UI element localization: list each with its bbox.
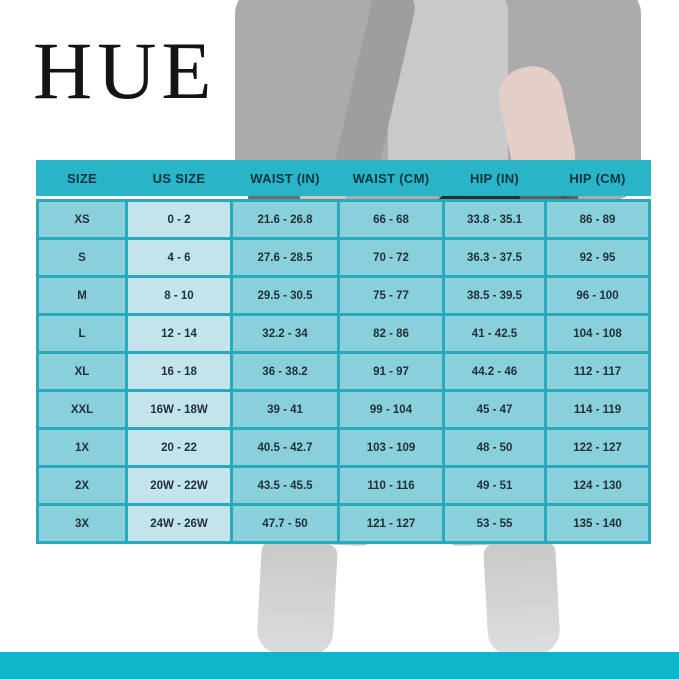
size-value-cell: 16W - 18W xyxy=(128,392,230,427)
size-value-cell: 4 - 6 xyxy=(128,240,230,275)
photo-right-calf xyxy=(483,541,561,657)
size-value-cell: 12 - 14 xyxy=(128,316,230,351)
size-value-cell: 16 - 18 xyxy=(128,354,230,389)
size-value-cell: 41 - 42.5 xyxy=(445,316,544,351)
size-value-cell: 82 - 86 xyxy=(340,316,442,351)
size-value-cell: 43.5 - 45.5 xyxy=(233,468,337,503)
size-label-cell: XS xyxy=(39,202,125,237)
size-value-cell: 20 - 22 xyxy=(128,430,230,465)
size-chart-table xyxy=(36,160,651,544)
size-value-cell: 36.3 - 37.5 xyxy=(445,240,544,275)
size-value-cell: 124 - 130 xyxy=(547,468,648,503)
size-value-cell: 49 - 51 xyxy=(445,468,544,503)
size-value-cell: 135 - 140 xyxy=(547,506,648,541)
size-value-cell: 91 - 97 xyxy=(340,354,442,389)
size-value-cell: 92 - 95 xyxy=(547,240,648,275)
size-value-cell: 40.5 - 42.7 xyxy=(233,430,337,465)
size-label-cell: 3X xyxy=(39,506,125,541)
photo-left-calf xyxy=(256,541,338,657)
size-label-cell: 2X xyxy=(39,468,125,503)
column-header-0: SIZE xyxy=(66,170,98,186)
column-header-5: HIP (CM) xyxy=(569,170,626,186)
size-value-cell: 29.5 - 30.5 xyxy=(233,278,337,313)
size-value-cell: 75 - 77 xyxy=(340,278,442,313)
size-value-cell: 33.8 - 35.1 xyxy=(445,202,544,237)
size-value-cell: 96 - 100 xyxy=(547,278,648,313)
column-header-4: HIP (IN) xyxy=(469,170,520,186)
size-label-cell: S xyxy=(39,240,125,275)
size-value-cell: 21.6 - 26.8 xyxy=(233,202,337,237)
size-value-cell: 27.6 - 28.5 xyxy=(233,240,337,275)
size-value-cell: 122 - 127 xyxy=(547,430,648,465)
size-label-cell: XXL xyxy=(39,392,125,427)
size-value-cell: 44.2 - 46 xyxy=(445,354,544,389)
size-value-cell: 32.2 - 34 xyxy=(233,316,337,351)
size-value-cell: 104 - 108 xyxy=(547,316,648,351)
size-value-cell: 38.5 - 39.5 xyxy=(445,278,544,313)
size-value-cell: 112 - 117 xyxy=(547,354,648,389)
size-value-cell: 0 - 2 xyxy=(128,202,230,237)
table-body xyxy=(36,199,651,544)
size-value-cell: 8 - 10 xyxy=(128,278,230,313)
column-header-3: WAIST (CM) xyxy=(352,170,430,186)
size-label-cell: L xyxy=(39,316,125,351)
size-label-cell: M xyxy=(39,278,125,313)
size-value-cell: 48 - 50 xyxy=(445,430,544,465)
brand-logo: HUE xyxy=(33,25,217,116)
size-value-cell: 36 - 38.2 xyxy=(233,354,337,389)
size-value-cell: 121 - 127 xyxy=(340,506,442,541)
size-value-cell: 47.7 - 50 xyxy=(233,506,337,541)
size-value-cell: 86 - 89 xyxy=(547,202,648,237)
size-label-cell: XL xyxy=(39,354,125,389)
size-value-cell: 53 - 55 xyxy=(445,506,544,541)
bottom-accent-bar xyxy=(0,652,679,679)
size-value-cell: 20W - 22W xyxy=(128,468,230,503)
size-value-cell: 39 - 41 xyxy=(233,392,337,427)
size-value-cell: 114 - 119 xyxy=(547,392,648,427)
column-header-2: WAIST (IN) xyxy=(250,170,320,186)
column-header-1: US SIZE xyxy=(152,170,206,186)
size-value-cell: 99 - 104 xyxy=(340,392,442,427)
size-value-cell: 66 - 68 xyxy=(340,202,442,237)
size-value-cell: 45 - 47 xyxy=(445,392,544,427)
size-value-cell: 24W - 26W xyxy=(128,506,230,541)
size-label-cell: 1X xyxy=(39,430,125,465)
table-header-row xyxy=(36,160,651,196)
size-value-cell: 103 - 109 xyxy=(340,430,442,465)
size-value-cell: 110 - 116 xyxy=(340,468,442,503)
size-value-cell: 70 - 72 xyxy=(340,240,442,275)
